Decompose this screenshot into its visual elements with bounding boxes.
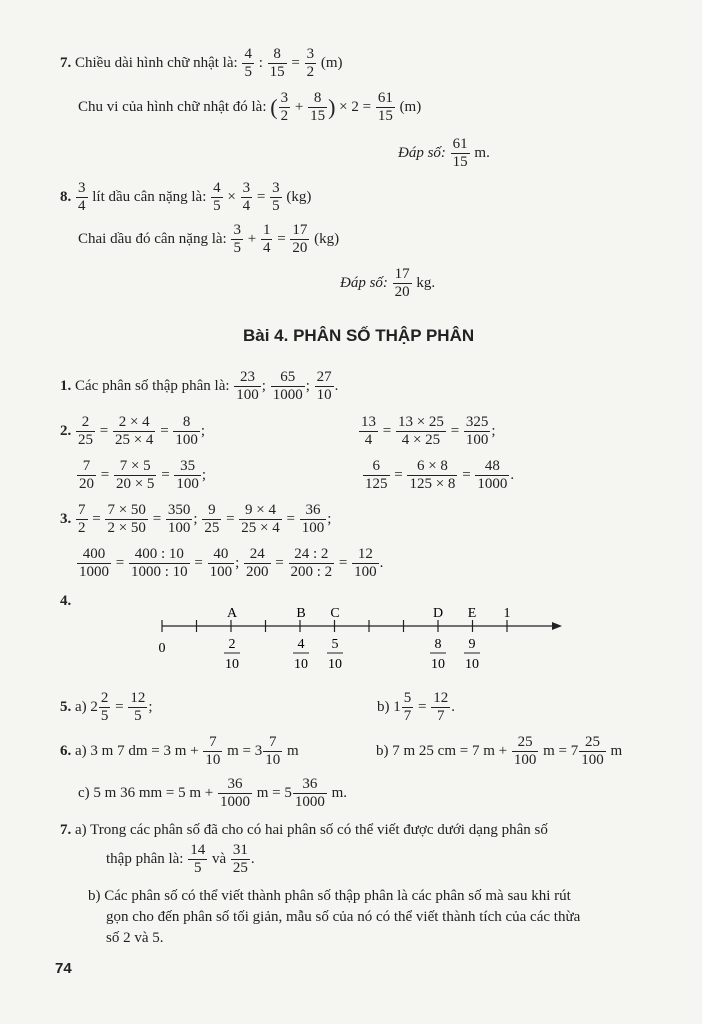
frac-a-den: 10 xyxy=(225,657,239,672)
exercise-7b: b) Các phân số có thể viết thành phân số thập phân là các phân số mà sau khi rút gọn cho đến phân số tối giản, mẫu số của nó có thể viết thành tích của các thừa số 2 và 5. xyxy=(88,888,581,946)
exercise-1: 1. Các phân số thập phân là: $\frac{23}{100}$ ; $\frac{65}{1000}$ ; $\frac{27}{10}$ . xyxy=(60,369,339,403)
frac-a-num: 2 xyxy=(228,637,236,652)
lesson-title: Bài 4. PHÂN SỐ THẬP PHÂN xyxy=(243,326,475,345)
frac-e-num: 9 xyxy=(468,637,476,652)
problem-7-line-2: Chu vi của hình chữ nhật đó là: ( $\frac{3}{2}$ + $\frac{8}{15}$ ) × 2 = $\frac{61}{15}$ (m) xyxy=(78,90,422,124)
exercise-2-row-2a: $\frac{7}{20}$ = $\frac{7 \times 5}{20 \times 5}$ = $\frac{35}{100}$ ; xyxy=(79,458,207,492)
problem-8-line-2: Chai dầu đó cân nặng là: $\frac{3}{5}$ + $\frac{1}{4}$ = $\frac{17}{20}$ (kg) xyxy=(78,222,340,256)
fraction-labels xyxy=(224,637,480,672)
frac-e-den: 10 xyxy=(465,657,479,672)
point-a-label: A xyxy=(226,606,238,621)
exercise-6c: c) 5 m 36 mm = 5 m + $\frac{36}{1000}$ m = 5 $\frac{36}{1000}$ m. xyxy=(78,776,348,810)
answer-7: Đáp số: $\frac{61}{15}$ m. xyxy=(398,136,490,170)
one-label: 1 xyxy=(503,606,511,621)
frac-b-num: 4 xyxy=(297,637,305,652)
exercise-5b: b) 1 $\frac{5}{7}$ = $\frac{12}{7}$ . xyxy=(377,690,455,724)
exercise-2-row-1a: 2. $\frac{2}{25}$ = $\frac{2 \times 4}{25 \times 4}$ = $\frac{8}{100}$ ; xyxy=(60,414,206,448)
exercise-6b: b) 7 m 25 cm = 7 m + $\frac{25}{100}$ m = 7 $\frac{25}{100}$ m xyxy=(376,734,623,768)
exercise-5a: 5. a) 2 $\frac{2}{5}$ = $\frac{12}{5}$ ; xyxy=(60,690,153,724)
number-line xyxy=(150,600,570,680)
exercise-3-row-2: $\frac{400}{1000}$ = $\frac{400 : 10}{1000 : 10}$ = $\frac{40}{100}$ ; $\frac{24}{200}$ = $\frac{24 : 2}{200 : 2}$ = $\frac{12}{100}$ . xyxy=(79,546,384,580)
point-b-label: B xyxy=(296,606,306,621)
frac-c-num: 5 xyxy=(331,637,339,652)
exercise-4-number: 4. xyxy=(60,593,72,609)
problem-number: 7. xyxy=(60,54,72,71)
problem-7: 7. Chiều dài hình chữ nhật là: $\frac{4}{5}$ : $\frac{8}{15}$ = $\frac{3}{2}$ (m) xyxy=(60,46,343,80)
point-c-label: C xyxy=(330,606,340,621)
exercise-7a-line-1: 7. a) Trong các phân số đã cho có hai phân số có thể viết được dưới dạng phân số xyxy=(60,822,548,838)
letter-labels xyxy=(227,606,511,621)
frac-c-den: 10 xyxy=(328,657,342,672)
frac-d-num: 8 xyxy=(434,637,442,652)
exercise-2-row-2b: $\frac{6}{125}$ = $\frac{6 \times 8}{125 \times 8}$ = $\frac{48}{1000}$ . xyxy=(365,458,515,492)
zero-label: 0 xyxy=(158,641,166,656)
problem-8: 8. $\frac{3}{4}$ lít dầu cân nặng là: $\frac{4}{5}$ × $\frac{3}{4}$ = $\frac{3}{5}$ (kg) xyxy=(60,180,312,214)
point-e-label: E xyxy=(467,606,477,621)
exercise-3-row-1: 3. $\frac{7}{2}$ = $\frac{7 \times 50}{2 \times 50}$ = $\frac{350}{100}$ ; $\frac{9}{25}$ = $\frac{9 \times 4}{25 \times 4}$ = $\frac{36}{100}$ ; xyxy=(60,502,332,536)
point-d-label: D xyxy=(432,606,444,621)
frac-b-den: 10 xyxy=(294,657,308,672)
exercise-2-row-1b: $\frac{13}{4}$ = $\frac{13 \times 25}{4 \times 25}$ = $\frac{325}{100}$ ; xyxy=(361,414,496,448)
answer-8: Đáp số: $\frac{17}{20}$ kg. xyxy=(340,266,436,300)
page-number: 74 xyxy=(55,960,72,977)
exercise-6a: 6. a) 3 m 7 dm = 3 m + $\frac{7}{10}$ m = 3 $\frac{7}{10}$ m xyxy=(60,734,299,768)
frac-d-den: 10 xyxy=(431,657,445,672)
exercise-7a-line-2: thập phân là: $\frac{14}{5}$ và $\frac{31}{25}$ . xyxy=(106,842,255,876)
